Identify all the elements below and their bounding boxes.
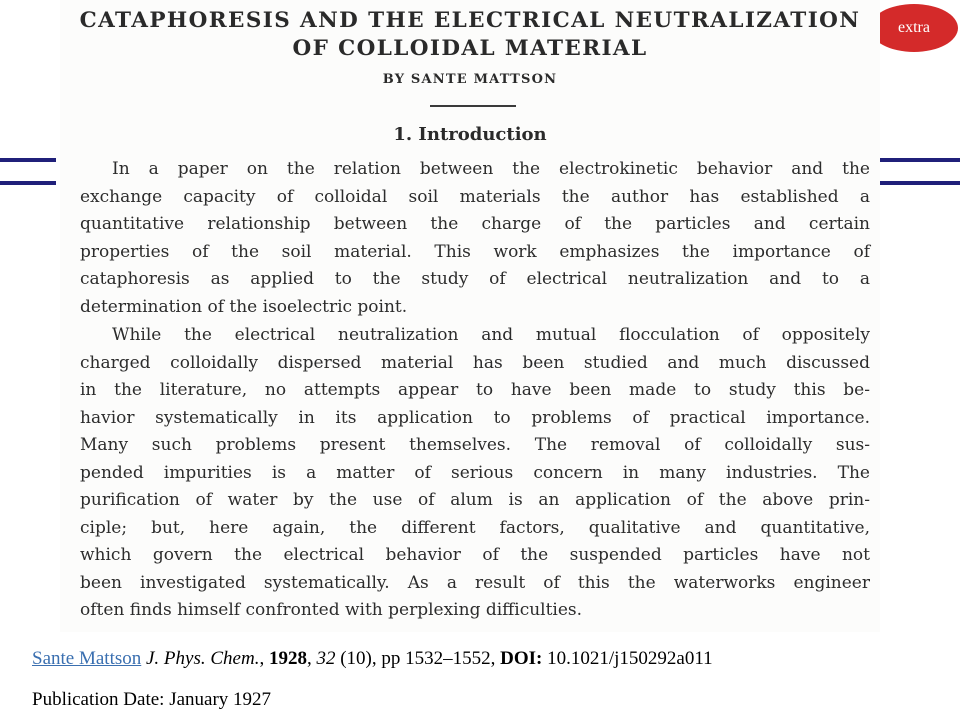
paragraph-line: While the electrical neutralization and mutual flocculation of oppositely (112, 325, 870, 345)
article-title-line-2: OF COLLOIDAL MATERIAL (292, 36, 648, 61)
paragraph-line: which govern the electrical behavior of the suspended particles have not (80, 545, 870, 565)
paragraph-line: purification of water by the use of alum is an application of the above prin- (80, 490, 870, 510)
paragraph-line: exchange capacity of colloidal soil materials the author has established a (80, 186, 870, 207)
article-byline: BY SANTE MATTSON (382, 72, 558, 87)
paragraph-line: been investigated systematically. As a result of this the waterworks engineer (80, 572, 870, 593)
publication-date: Publication Date: January 1927 (32, 689, 272, 710)
paragraph-line: determination of the isoelectric point. (80, 296, 408, 317)
paragraph-line: In a paper on the relation between the electrokinetic behavior and the (112, 159, 870, 179)
paragraph-line: ciple; but, here again, the different factors, qualitative and quantitative, (80, 517, 870, 538)
citation-issue-pages: (10), pp 1532–1552, (335, 648, 501, 669)
author-link[interactable]: Sante Mattson (32, 648, 142, 669)
journal-name: J. Phys. Chem. (146, 648, 260, 669)
paragraph-line: Many such problems present themselves. The removal of colloidally sus- (80, 435, 870, 455)
paragraph-line: quantitative relationship between the charge of the particles and certain (80, 214, 870, 234)
paragraph-line: charged colloidally dispersed material has been studied and much discussed (80, 352, 870, 373)
article-title-line-1: CATAPHORESIS AND THE ELECTRICAL NEUTRALIZATION (79, 8, 861, 33)
right-rule-top (877, 158, 960, 162)
paragraph-line: in the literature, no attempts appear to have been made to study this be- (80, 380, 870, 400)
title-divider (430, 105, 516, 107)
paragraph-line: pended impurities is a matter of serious concern in many industries. The (80, 462, 870, 483)
paragraph-line: often finds himself confronted with perplexing difficulties. (80, 600, 583, 620)
left-rule-top (0, 158, 56, 162)
citation-volume: 32 (316, 648, 336, 669)
doi-label: DOI: (500, 648, 543, 669)
paragraph-1 (80, 156, 870, 321)
paragraph-line: properties of the soil material. This work emphasizes the importance of (80, 241, 870, 262)
section-heading: 1. Introduction (393, 124, 547, 145)
extra-badge[interactable] (870, 4, 958, 52)
paragraph-2 (80, 322, 870, 625)
article-scan (60, 0, 880, 632)
extra-badge-label: extra (898, 19, 930, 36)
left-rule-bottom (0, 181, 56, 185)
paragraph-line: havior systematically in its application to problems of practical importance. (80, 407, 870, 428)
doi-value: 10.1021/j150292a011 (542, 648, 713, 669)
right-rule-bottom (877, 181, 960, 185)
paragraph-line: cataphoresis as applied to the study of electrical neutralization and to a (80, 269, 870, 289)
citation-year: 1928 (268, 648, 307, 669)
citation: Sante Mattson J. Phys. Chem., 1928, 32 (10), pp 1532–1552, DOI: 10.1021/j150292a011 (32, 648, 713, 669)
